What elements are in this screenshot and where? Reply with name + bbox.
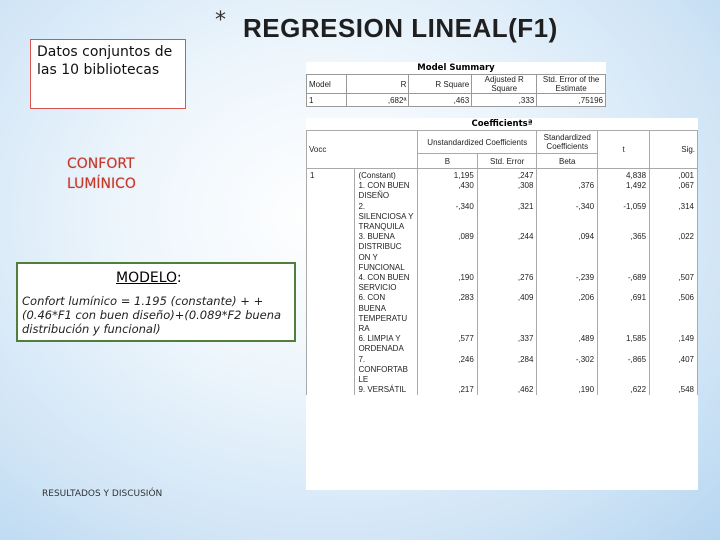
co-cell-sig: ,067 (650, 181, 698, 201)
co-cell-variable: 7. CONFORTAB LE (355, 355, 418, 386)
ms-cell-r: ,682ª (347, 94, 409, 107)
ms-cell-std-error: ,75196 (537, 94, 606, 107)
co-cell-beta: ,489 (537, 334, 598, 354)
co-cell-b: ,430 (418, 181, 478, 201)
co-cell-t: -1,059 (598, 202, 650, 233)
co-cell-model (307, 202, 355, 233)
co-cell-std-error: ,247 (477, 169, 537, 182)
coefficients-body (307, 169, 698, 396)
table-row (307, 355, 698, 386)
co-cell-b: 1,195 (418, 169, 478, 182)
co-cell-beta: ,094 (537, 232, 598, 273)
co-cell-sig: ,507 (650, 273, 698, 293)
co-cell-model (307, 334, 355, 354)
co-header-standardized: Standardized Coefficients (537, 131, 598, 154)
co-cell-std-error: ,284 (477, 355, 537, 386)
co-cell-variable: 2. SILENCIOSA Y TRANQUILA (355, 202, 418, 233)
co-cell-t: -,689 (598, 273, 650, 293)
co-cell-t: ,622 (598, 385, 650, 395)
co-cell-variable: (Constant) (355, 169, 418, 182)
co-cell-variable: 6. CON BUENA TEMPERATU RA (355, 293, 418, 334)
co-cell-b: ,283 (418, 293, 478, 334)
ms-header-r: R (347, 75, 409, 94)
co-cell-std-error: ,276 (477, 273, 537, 293)
title-bullet-icon: * (215, 8, 226, 33)
co-header-std-error: Std. Error (477, 154, 537, 169)
model-summary-grid (306, 74, 606, 107)
co-cell-b: ,577 (418, 334, 478, 354)
co-cell-variable: 1. CON BUEN DISEÑO (355, 181, 418, 201)
co-cell-t: 1,492 (598, 181, 650, 201)
co-cell-sig: ,001 (650, 169, 698, 182)
co-cell-model (307, 293, 355, 334)
ms-header-adjusted-r-square: Adjusted R Square (472, 75, 537, 94)
table-row (307, 232, 698, 273)
co-cell-variable: 6. LIMPIA Y ORDENADA (355, 334, 418, 354)
model-summary-table (306, 62, 606, 107)
co-cell-model (307, 385, 355, 395)
co-cell-variable: 9. VERSÁTIL (355, 385, 418, 395)
co-cell-t: 1,585 (598, 334, 650, 354)
co-header-t: t (598, 131, 650, 169)
table-row (307, 169, 698, 182)
co-cell-model (307, 273, 355, 293)
model-summary-caption: Model Summary (417, 63, 495, 73)
co-cell-beta: ,190 (537, 385, 598, 395)
co-cell-std-error: ,462 (477, 385, 537, 395)
co-cell-model (307, 181, 355, 201)
co-cell-variable: 4. CON BUEN SERVICIO (355, 273, 418, 293)
co-cell-beta: ,376 (537, 181, 598, 201)
ms-cell-model: 1 (307, 94, 347, 107)
slide-title: REGRESION LINEAL(F1) (243, 13, 558, 43)
modelo-equation: Confort lumínico = 1.195 (constante) + +(0.46*F1 con buen diseño)+(0.089*F2 buena distribución y funcional) (22, 294, 282, 336)
ms-header-std-error: Std. Error of the Estimate (537, 75, 606, 94)
co-cell-sig: ,149 (650, 334, 698, 354)
co-cell-model (307, 355, 355, 386)
modelo-heading-colon: : (176, 270, 182, 286)
ms-header-r-square: R Square (409, 75, 472, 94)
co-cell-beta: -,340 (537, 202, 598, 233)
table-row (307, 293, 698, 334)
table-row (307, 385, 698, 395)
co-cell-sig: ,548 (650, 385, 698, 395)
co-cell-sig: ,022 (650, 232, 698, 273)
table-row (307, 181, 698, 201)
datos-box (30, 39, 186, 109)
coefficients-grid (306, 130, 698, 395)
coefficients-caption: Coefficientsª (471, 119, 533, 129)
co-cell-b: ,190 (418, 273, 478, 293)
co-cell-b: ,089 (418, 232, 478, 273)
co-cell-beta: -,239 (537, 273, 598, 293)
co-cell-beta: -,302 (537, 355, 598, 386)
table-row (307, 334, 698, 354)
co-header-model: Vocc (307, 131, 418, 169)
table-row (307, 94, 606, 107)
co-cell-beta (537, 169, 598, 182)
co-cell-model (307, 232, 355, 273)
footer-label: RESULTADOS Y DISCUSIÓN (42, 489, 163, 499)
co-cell-t: ,691 (598, 293, 650, 334)
confort-label: CONFORT LUMÍNICO (67, 156, 136, 192)
modelo-heading-word: MODELO (116, 270, 177, 286)
co-cell-std-error: ,308 (477, 181, 537, 201)
co-header-sig: Sig. (650, 131, 698, 169)
ms-header-model: Model (307, 75, 347, 94)
modelo-heading (116, 270, 182, 286)
co-cell-std-error: ,409 (477, 293, 537, 334)
co-cell-b: -,340 (418, 202, 478, 233)
co-cell-variable: 3. BUENA DISTRIBUC ON Y FUNCIONAL (355, 232, 418, 273)
ms-cell-r-square: ,463 (409, 94, 472, 107)
co-cell-b: ,246 (418, 355, 478, 386)
co-cell-model: 1 (307, 169, 355, 182)
co-cell-b: ,217 (418, 385, 478, 395)
co-cell-sig: ,314 (650, 202, 698, 233)
modelo-box (16, 262, 296, 342)
co-header-b: B (418, 154, 478, 169)
co-cell-t: 4,838 (598, 169, 650, 182)
co-header-beta: Beta (537, 154, 598, 169)
co-cell-beta: ,206 (537, 293, 598, 334)
co-cell-t: ,365 (598, 232, 650, 273)
datos-text: Datos conjuntos de las 10 bibliotecas (37, 44, 173, 78)
co-cell-std-error: ,321 (477, 202, 537, 233)
co-cell-sig: ,407 (650, 355, 698, 386)
co-cell-std-error: ,244 (477, 232, 537, 273)
ms-cell-adjusted-r-square: ,333 (472, 94, 537, 107)
co-cell-std-error: ,337 (477, 334, 537, 354)
co-cell-t: -,865 (598, 355, 650, 386)
co-cell-sig: ,506 (650, 293, 698, 334)
coefficients-table (306, 118, 698, 490)
table-row (307, 273, 698, 293)
co-header-unstandardized: Unstandardized Coefficients (418, 131, 537, 154)
table-row (307, 202, 698, 233)
